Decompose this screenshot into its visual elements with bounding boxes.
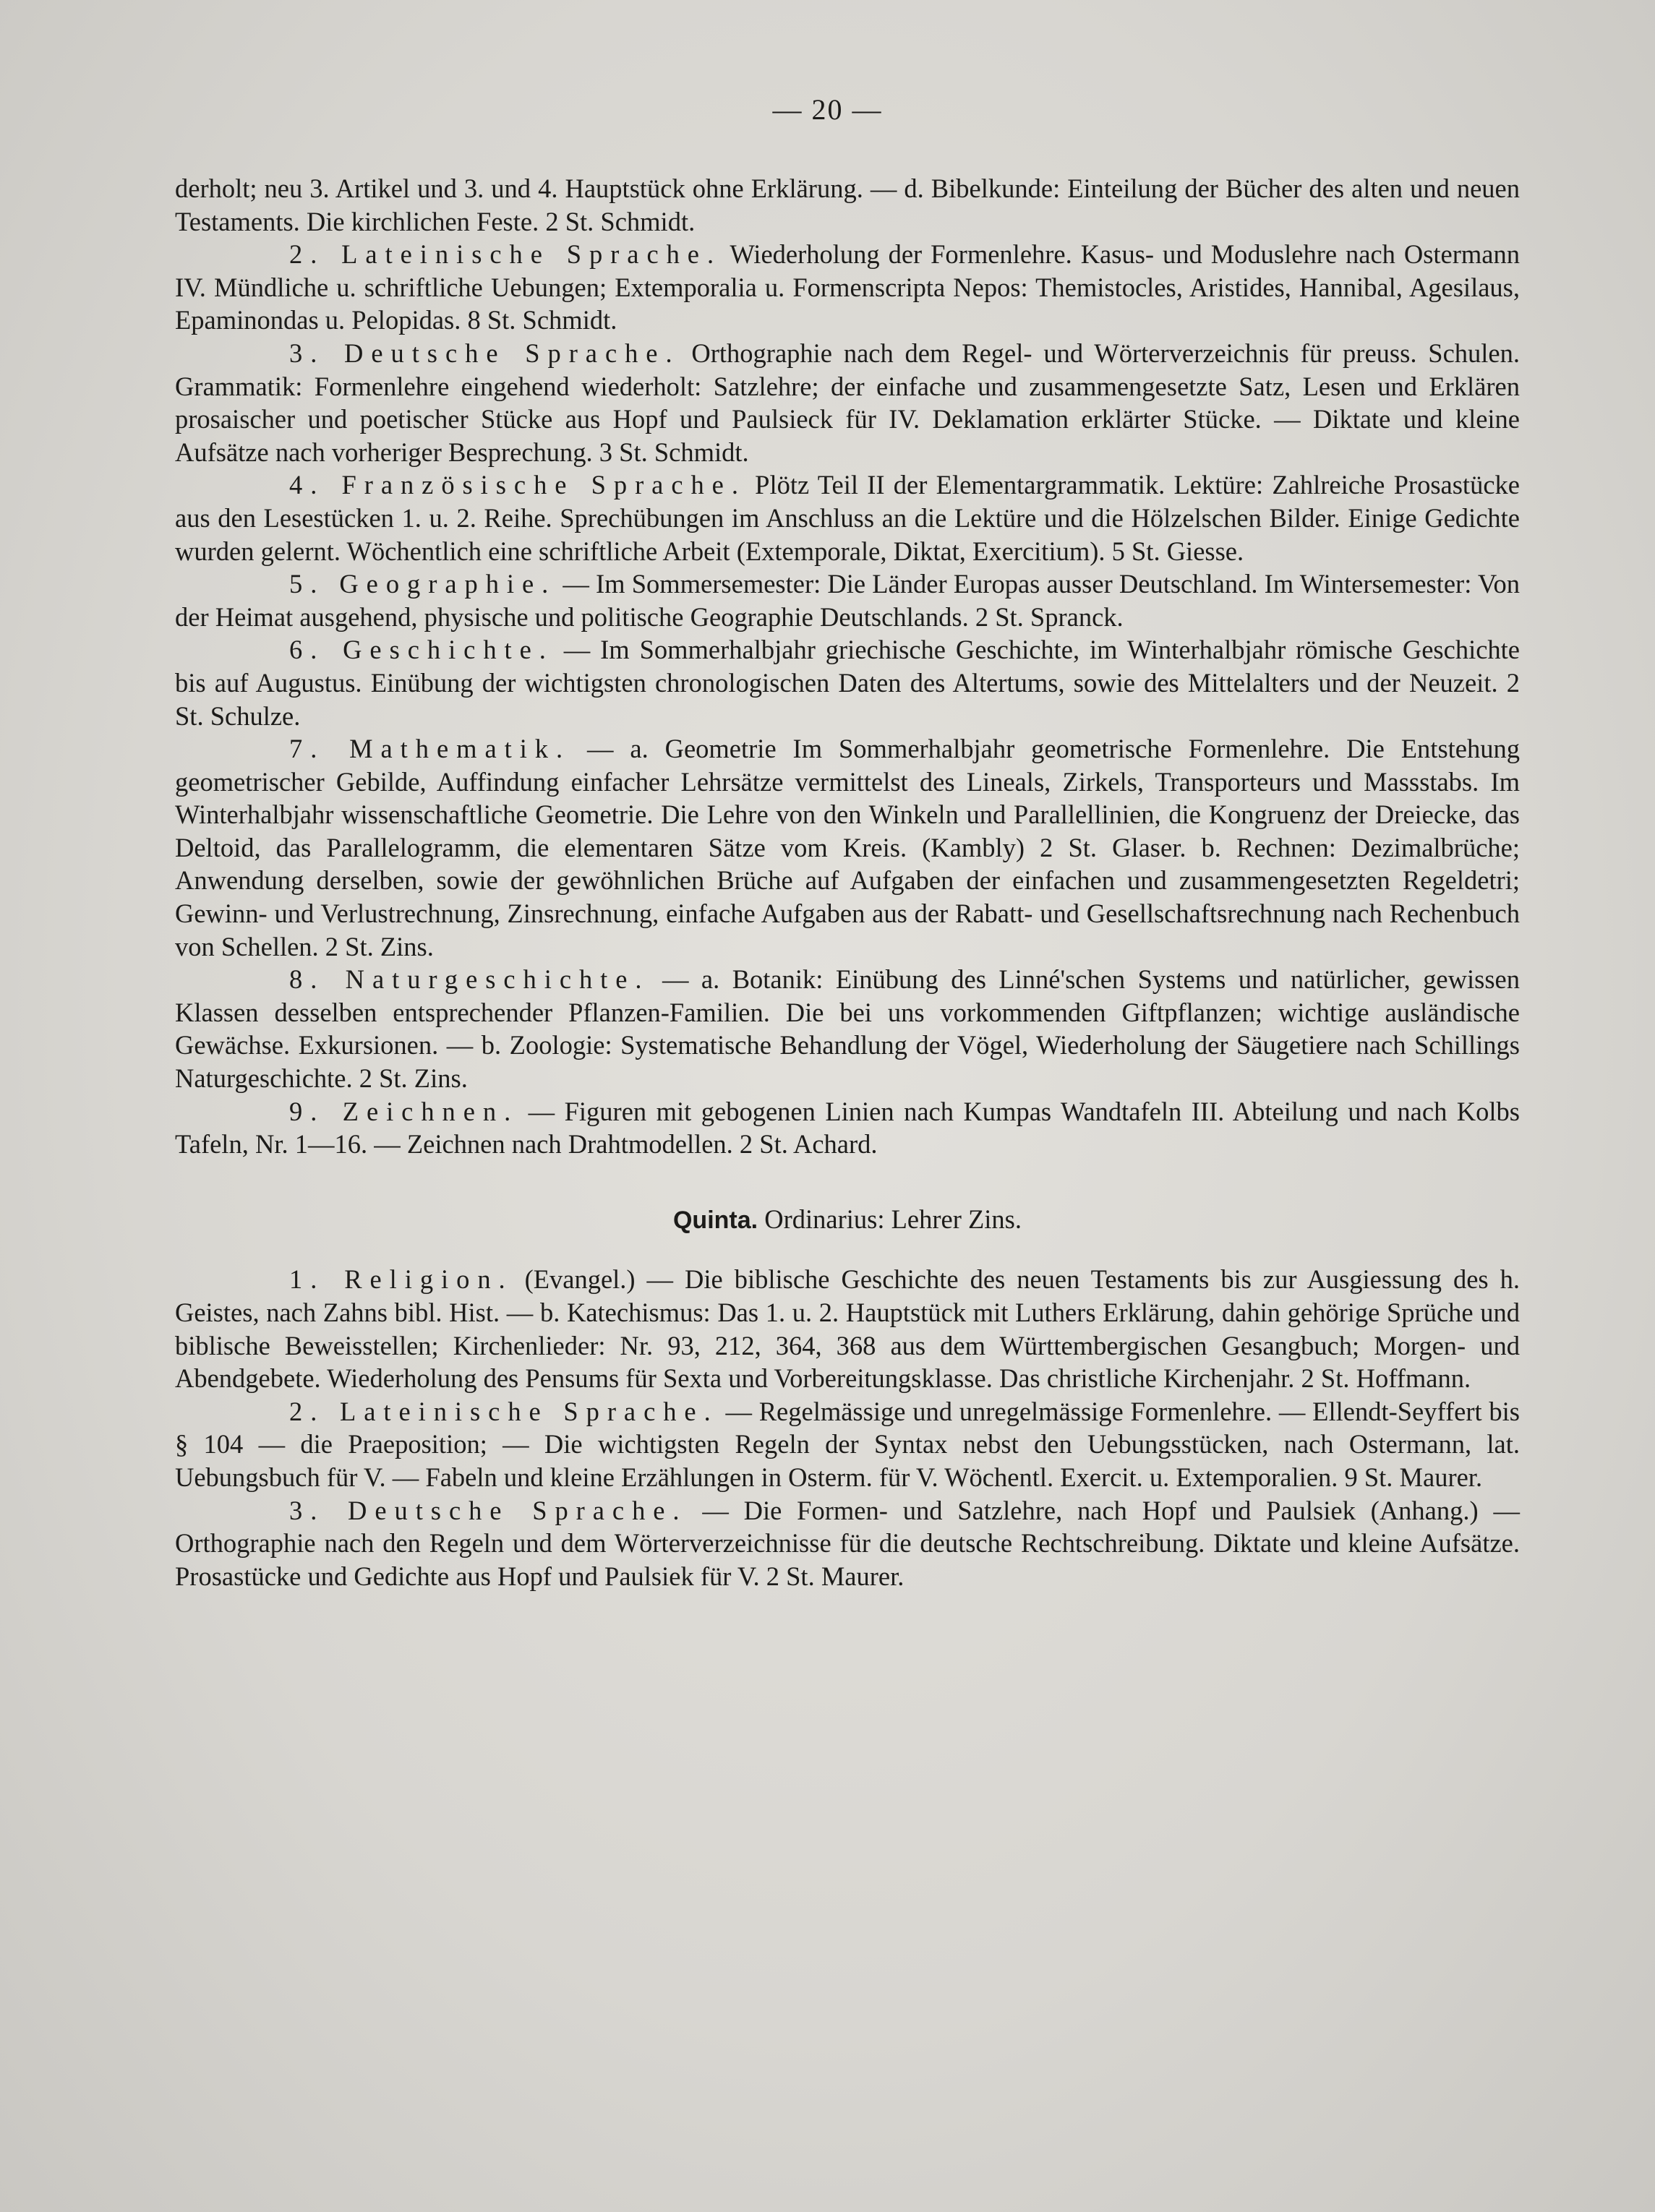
- subject-title: 3. Deutsche Sprache.: [289, 338, 680, 368]
- subject-title: 7. Mathematik.: [289, 734, 571, 764]
- subject-title: 8. Naturgeschichte.: [289, 964, 650, 995]
- subject-text: — Im Sommerhalbjahr griechische Geschichte, im Winterhalbjahr römische Geschichte bis auf Augustus. Einübung der wichtigsten chronologischen Daten des Altertums, sowie des Mittelalters und der Neuzeit. 2 St. Schulze.: [175, 635, 1521, 731]
- subject-title: 9. Zeichnen.: [289, 1096, 519, 1126]
- subject-text: — Die Formen- und Satzlehre, nach Hopf und Paulsiek (Anhang.) — Orthographie nach den Regeln und dem Wörterverzeichnisse für die deutsche Rechtschreibung. Diktate und kleine Aufsätze. Prosastücke und Gedichte aus Hopf und Paulsiek für V. 2 St. Maurer.: [175, 1495, 1520, 1591]
- subject-text: Orthographie nach dem Regel- und Wörterverzeichnis für preuss. Schulen. Grammatik: Formenlehre eingehend wiederholt: Satzlehre; der einfache und zusammengesetzte Satz, Lesen und Erklären prosaischer und poetischer Stücke aus Hopf und Paulsieck für IV. Deklamation erklärter Stücke. — Diktate und kleine Aufsätze nach vorheriger Besprechung. 3 St. Schmidt.: [175, 338, 1520, 467]
- subject-title: 2. Lateinische Sprache.: [289, 1396, 719, 1426]
- continuation-paragraph: derholt; neu 3. Artikel und 3. und 4. Hauptstück ohne Erklärung. — d. Bibelkunde: Einteilung der Bücher des alten und neuen Testaments. Die kirchlichen Feste. 2 St. Schmidt.: [175, 173, 1520, 236]
- subject-paragraph: [175, 238, 1520, 337]
- subject-text: Plötz Teil II der Elementargrammatik. Lektüre: Zahlreiche Prosastücke aus den Lesestücken 1. u. 2. Reihe. Sprechübungen im Anschluss an die Lektüre und die Hölzelschen Bilder. Einige Gedichte wurden gelernt. Wöchentlich eine schriftliche Arbeit (Extemporale, Diktat, Exercitium). 5 St. Giesse.: [175, 470, 1520, 566]
- subject-title: 1. Religion.: [289, 1264, 513, 1295]
- subject-title: 6. Geschichte.: [289, 635, 554, 665]
- subject-text: — Im Sommersemester: Die Länder Europas ausser Deutschland. Im Wintersemester: Von der Heimat ausgehend, physische und politische Geographie Deutschlands. 2 St. Spranck.: [175, 569, 1521, 632]
- subject-paragraph: [175, 963, 1520, 1094]
- subject-paragraph: [175, 1494, 1520, 1593]
- subject-paragraph: [175, 1095, 1520, 1161]
- subject-text: Wiederholung der Formenlehre. Kasus- und Moduslehre nach Ostermann IV. Mündliche u. schriftliche Uebungen; Extemporalia u. Formenscripta Nepos: Themistocles, Aristides, Hannibal, Agesilaus, Epaminondas u. Pelopidas. 8 St. Schmidt.: [175, 239, 1521, 335]
- section-quinta-subjects: [175, 1263, 1520, 1592]
- subject-paragraph: [175, 468, 1520, 567]
- subject-title: 3. Deutsche Sprache.: [289, 1495, 688, 1525]
- document-body: [175, 172, 1520, 1592]
- subject-title: 4. Französische Sprache.: [289, 470, 746, 500]
- page-number: — 20 —: [772, 93, 883, 126]
- subject-text: — Figuren mit gebogenen Linien nach Kumpas Wandtafeln III. Abteilung und nach Kolbs Tafeln, Nr. 1—16. — Zeichnen nach Drahtmodellen. 2 St. Achard.: [175, 1096, 1520, 1159]
- subject-title: 2. Lateinische Sprache.: [289, 239, 722, 270]
- subject-paragraph: [175, 633, 1520, 732]
- class-title: Quinta.: [672, 1206, 758, 1234]
- subject-paragraph: [175, 1395, 1520, 1494]
- subject-text: — Regelmässige und unregelmässige Formenlehre. — Ellendt-Seyffert bis § 104 — die Praeposition; — Die wichtigsten Regeln der Syntax nebst den Uebungsstücken, nach Ostermann, lat. Uebungsbuch für V. — Fabeln und kleine Erzählungen in Osterm. für V. Wöchentl. Exercit. u. Extemporalien. 9 St. Maurer.: [175, 1396, 1520, 1492]
- subject-paragraph: [175, 567, 1520, 633]
- ordinarius-line: Ordinarius: Lehrer Zins.: [764, 1204, 1022, 1234]
- section-quarta-subjects: [175, 238, 1520, 1161]
- subject-text: — a. Botanik: Einübung des Linné'schen Systems und natürlicher, gewissen Klassen desselben entsprechender Pflanzen-Familien. Die bei uns vorkommenden Giftpflanzen; wichtige ausländische Gewächse. Exkursionen. — b. Zoologie: Systematische Behandlung der Vögel, Wiederholung der Säugetiere nach Schillings Naturgeschichte. 2 St. Zins.: [175, 964, 1520, 1094]
- subject-paragraph: [175, 337, 1520, 468]
- subject-paragraph: [175, 1263, 1520, 1394]
- quinta-heading: [175, 1203, 1520, 1238]
- subject-title: 5. Geographie.: [289, 569, 557, 599]
- subject-text: (Evangel.) — Die biblische Geschichte des neuen Testaments bis zur Ausgiessung des h. Geistes, nach Zahns bibl. Hist. — b. Katechismus: Das 1. u. 2. Hauptstück mit Luthers Erklärung, dahin gehörige Sprüche und biblische Beweisstellen; Kirchenlieder: Nr. 93, 212, 364, 368 aus dem Württembergischen Gesangbuch; Morgen- und Abendgebete. Wiederholung des Pensums für Sexta und Vorbereitungsklasse. Das christliche Kirchenjahr. 2 St. Hoffmann.: [175, 1264, 1520, 1394]
- subject-text: — a. Geometrie Im Sommerhalbjahr geometrische Formenlehre. Die Entstehung geometrischer Gebilde, Auffindung einfacher Lehrsätze vermittelst des Lineals, Zirkels, Transporteurs und Massstabs. Im Winterhalbjahr wissenschaftliche Geometrie. Die Lehre von den Winkeln und Parallellinien, die Kongruenz der Dreiecke, das Deltoid, das Parallelogramm, die elementaren Sätze vom Kreis. (Kambly) 2 St. Glaser. b. Rechnen: Dezimalbrüche; Anwendung derselben, sowie der gewöhnlichen Brüche auf Aufgaben der einfachen und zusammengesetzten Regeldetri; Gewinn- und Verlustrechnung, Zinsrechnung, einfache Aufgaben aus der Rabatt- und Gesellschaftsrechnung nach Rechenbuch von Schellen. 2 St. Zins.: [175, 734, 1520, 961]
- subject-paragraph: [175, 732, 1520, 963]
